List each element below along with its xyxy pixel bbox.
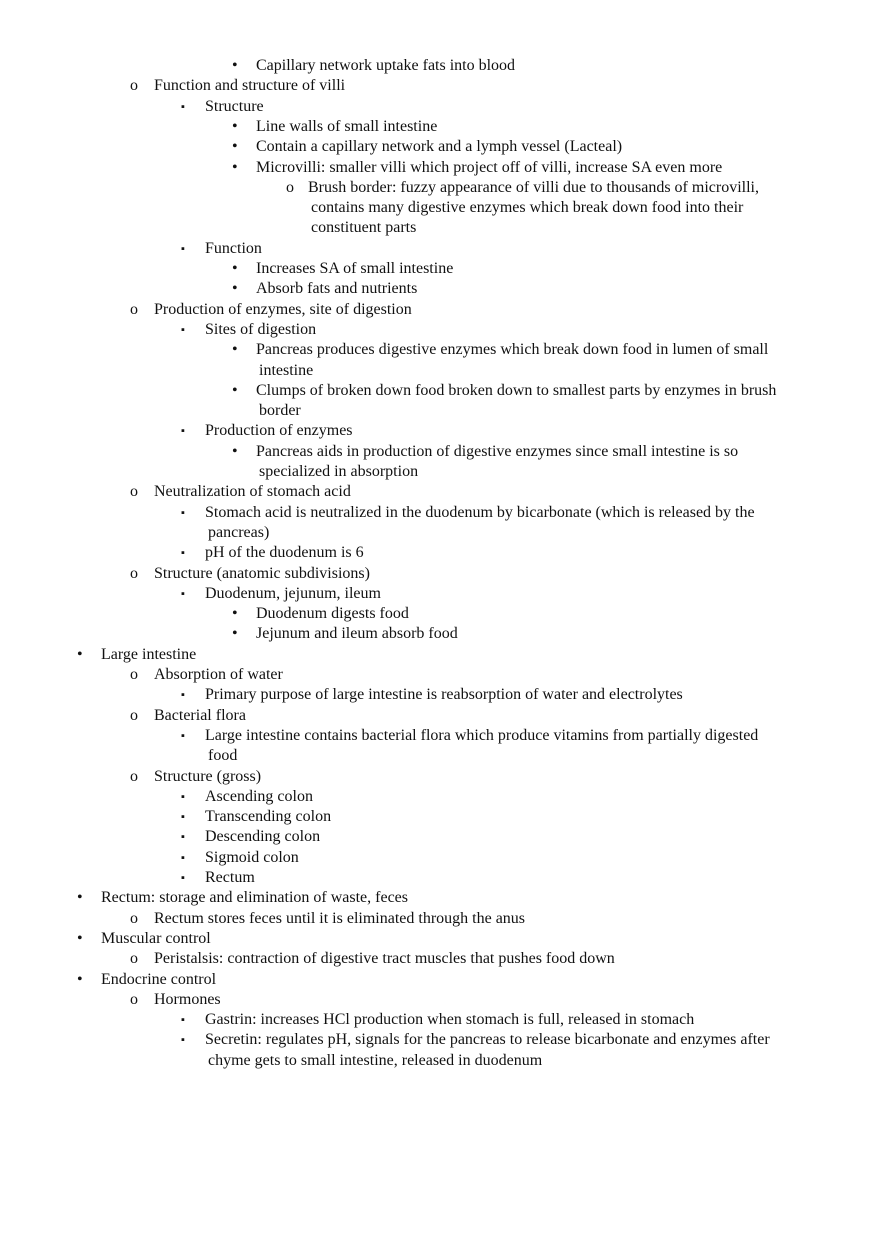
outline-item-text: Neutralization of stomach acid	[154, 483, 351, 501]
bullet-marker: •	[77, 889, 83, 907]
outline-item-text: Sigmoid colon	[205, 848, 299, 866]
bullet-marker: •	[77, 970, 83, 988]
square-marker: ▪	[181, 689, 185, 702]
outline-item-level-3	[0, 726, 880, 746]
circle-marker: o	[130, 564, 138, 582]
outline-item-text: Pancreas produces digestive enzymes which break down food in lumen of small	[256, 341, 769, 359]
outline-item-level-4	[0, 340, 880, 360]
square-marker: ▪	[181, 851, 185, 864]
circle-marker: o	[130, 706, 138, 724]
outline-item-level-2	[0, 909, 880, 929]
outline-item-level-4	[0, 56, 880, 76]
outline-item-text: specialized in absorption	[259, 463, 419, 480]
outline-item-text: Hormones	[154, 990, 221, 1008]
bullet-marker: •	[232, 625, 238, 643]
outline-item-level-4	[0, 279, 880, 299]
outline-item-text: Absorption of water	[154, 666, 283, 683]
outline-item-level-3	[0, 503, 880, 523]
outline-item-text: Brush border: fuzzy appearance of villi due to thousands of microvilli,	[308, 178, 759, 196]
bullet-marker: •	[232, 158, 238, 176]
outline-item-level-4	[0, 158, 880, 178]
outline-item-level-2	[0, 482, 880, 502]
outline-item-text: Stomach acid is neutralized in the duodenum by bicarbonate (which is released by the	[205, 503, 755, 521]
square-marker: ▪	[181, 831, 185, 844]
outline-item-text: Structure (anatomic subdivisions)	[154, 564, 370, 582]
outline-item-level-5	[0, 178, 880, 198]
outline-item-text: intestine	[259, 361, 314, 379]
outline-item-continuation	[0, 462, 880, 482]
outline-item-text: Clumps of broken down food broken down to smallest parts by enzymes in brush	[256, 381, 777, 399]
outline-item-text: Gastrin: increases HCl production when stomach is full, released in stomach	[205, 1011, 695, 1029]
circle-marker: o	[130, 909, 138, 927]
circle-marker: o	[130, 767, 138, 785]
outline-item-text: Muscular control	[101, 929, 211, 947]
outline-item-continuation	[0, 198, 880, 218]
outline-item-text: Line walls of small intestine	[256, 117, 438, 135]
outline-item-text: Rectum stores feces until it is eliminated through the anus	[154, 909, 526, 927]
outline-item-text: Increases SA of small intestine	[256, 260, 454, 277]
square-marker: ▪	[181, 729, 185, 742]
outline-item-level-1	[0, 970, 880, 990]
square-marker: ▪	[181, 425, 185, 438]
outline-item-level-2	[0, 949, 880, 969]
outline-item-text: Absorb fats and nutrients	[256, 280, 418, 298]
outline-item-level-3	[0, 807, 880, 827]
outline-item-level-3	[0, 584, 880, 604]
outline-item-level-4	[0, 259, 880, 279]
outline-item-text: Pancreas aids in production of digestive enzymes since small intestine is so	[256, 442, 739, 460]
outline-item-text: Production of enzymes, site of digestion	[154, 300, 412, 318]
outline-item-continuation	[0, 746, 880, 766]
outline-item-level-3	[0, 1010, 880, 1030]
outline-item-continuation	[0, 523, 880, 543]
outline-item-continuation	[0, 1051, 880, 1071]
bullet-marker: •	[232, 280, 238, 298]
outline-item-text: Duodenum digests food	[256, 605, 409, 623]
bullet-marker: •	[232, 442, 238, 460]
bullet-marker: •	[232, 117, 238, 135]
outline-item-level-3	[0, 868, 880, 888]
square-marker: ▪	[181, 872, 185, 884]
bullet-marker: •	[232, 138, 238, 156]
bullet-marker: •	[232, 605, 238, 623]
outline-item-text: Structure	[205, 97, 264, 115]
outline-item-text: food	[208, 747, 238, 765]
bullet-marker: •	[77, 645, 83, 663]
square-marker: ▪	[181, 100, 185, 113]
outline-item-text: Transcending colon	[205, 808, 332, 826]
outline-item-text: contains many digestive enzymes which break down food into their	[311, 199, 744, 217]
circle-marker: o	[130, 77, 138, 95]
outline-item-level-3	[0, 421, 880, 441]
circle-marker: o	[130, 950, 138, 968]
outline-item-text: Sites of digestion	[205, 320, 317, 338]
bullet-marker: •	[232, 341, 238, 359]
outline-item-text: chyme gets to small intestine, released in duodenum	[208, 1051, 543, 1069]
outline-item-level-3	[0, 97, 880, 117]
outline-item-text: Production of enzymes	[205, 422, 353, 440]
square-marker: ▪	[181, 1014, 185, 1027]
outline-item-text: Capillary network uptake fats into blood	[256, 57, 516, 74]
outline-item-level-2	[0, 300, 880, 320]
outline-item-level-2	[0, 665, 880, 685]
outline-item-text: Function and structure of villi	[154, 77, 346, 95]
outline-item-text: Ascending colon	[205, 787, 313, 805]
outline-item-text: border	[259, 402, 301, 420]
square-marker: ▪	[181, 506, 185, 519]
circle-marker: o	[130, 300, 138, 318]
outline-item-level-3	[0, 848, 880, 868]
outline-item-level-4	[0, 604, 880, 624]
circle-marker: o	[130, 483, 138, 501]
outline-item-level-3	[0, 685, 880, 705]
square-marker: ▪	[181, 242, 185, 255]
outline-item-text: Jejunum and ileum absorb food	[256, 625, 458, 643]
outline-item-text: Descending colon	[205, 828, 321, 846]
bullet-marker: •	[232, 57, 238, 74]
outline-item-text: Peristalsis: contraction of digestive tract muscles that pushes food down	[154, 950, 615, 968]
outline-item-level-3	[0, 239, 880, 259]
circle-marker: o	[130, 666, 138, 683]
outline-item-continuation	[0, 401, 880, 421]
outline-item-continuation	[0, 218, 880, 238]
outline-item-level-3	[0, 543, 880, 563]
outline-item-text: Secretin: regulates pH, signals for the pancreas to release bicarbonate and enzymes after	[205, 1031, 770, 1049]
outline-item-text: Endocrine control	[101, 970, 217, 988]
outline-item-level-3	[0, 320, 880, 340]
outline-item-level-2	[0, 564, 880, 584]
outline-item-text: Rectum: storage and elimination of waste, feces	[101, 889, 409, 907]
outline-item-text: Microvilli: smaller villi which project off of villi, increase SA even more	[256, 158, 723, 176]
square-marker: ▪	[181, 790, 185, 803]
outline-item-level-4	[0, 381, 880, 401]
outline-item-text: Duodenum, jejunum, ileum	[205, 584, 381, 602]
outline-item-text: pancreas)	[208, 523, 270, 541]
circle-marker: o	[286, 178, 294, 196]
outline-item-level-1	[0, 929, 880, 949]
outline-item-level-4	[0, 137, 880, 157]
outline-item-text: Large intestine	[101, 645, 197, 663]
square-marker: ▪	[181, 1034, 185, 1047]
outline-item-level-1	[0, 888, 880, 908]
circle-marker: o	[130, 990, 138, 1008]
outline-item-level-2	[0, 767, 880, 787]
square-marker: ▪	[181, 811, 185, 824]
outline-item-text: constituent parts	[311, 219, 417, 237]
square-marker: ▪	[181, 547, 185, 560]
bullet-marker: •	[77, 929, 83, 947]
outline-item-text: Bacterial flora	[154, 706, 246, 724]
outline-item-level-3	[0, 787, 880, 807]
outline-item-level-2	[0, 990, 880, 1010]
outline-item-text: pH of the duodenum is 6	[205, 544, 364, 562]
outline-item-level-2	[0, 76, 880, 96]
outline-item-text: Function	[205, 239, 262, 257]
square-marker: ▪	[181, 323, 185, 336]
outline-item-level-4	[0, 624, 880, 644]
outline-item-text: Large intestine contains bacterial flora which produce vitamins from partially digested	[205, 726, 759, 744]
outline-item-level-3	[0, 827, 880, 847]
outline-item-text: Rectum	[205, 869, 255, 886]
bullet-marker: •	[232, 260, 238, 277]
bullet-marker: •	[232, 381, 238, 399]
square-marker: ▪	[181, 587, 185, 600]
outline-item-text: Contain a capillary network and a lymph vessel (Lacteal)	[256, 138, 623, 156]
outline-item-level-3	[0, 1030, 880, 1050]
outline-item-level-2	[0, 706, 880, 726]
outline-item-continuation	[0, 361, 880, 381]
outline-item-level-4	[0, 442, 880, 462]
outline-item-text: Primary purpose of large intestine is reabsorption of water and electrolytes	[205, 686, 683, 704]
outline-item-level-4	[0, 117, 880, 137]
outline-item-level-1	[0, 645, 880, 665]
outline-item-text: Structure (gross)	[154, 767, 262, 785]
